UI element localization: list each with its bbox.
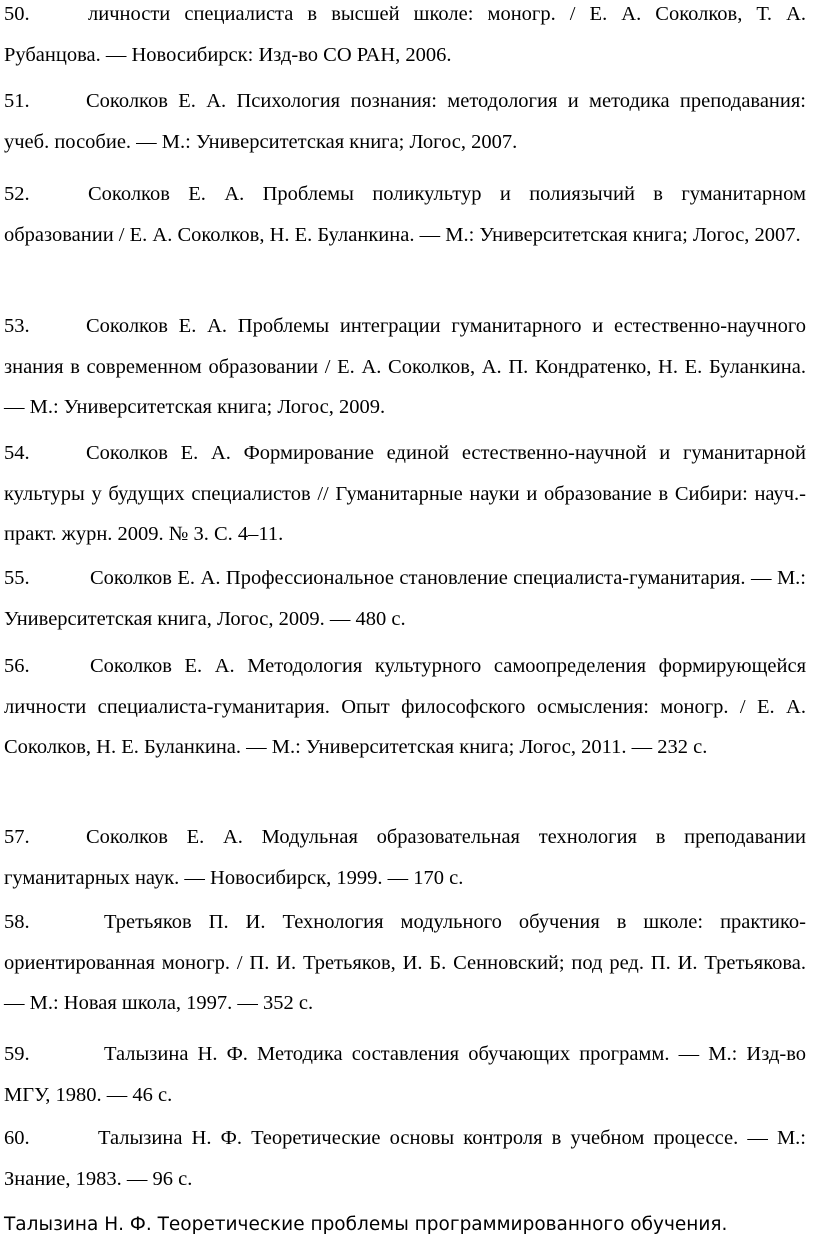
reference-text: Соколков Е. А. Проблемы интеграции гуманитарного и естественно-научного знания в современном образовании / Е. А. Соколков, А. П. Кондратенко, Н. Е. Буланкина. — М.: Университетская книга; Логос, 2009. <box>4 315 806 418</box>
reference-51 <box>4 81 806 162</box>
reference-59 <box>4 1034 806 1115</box>
reference-57 <box>4 817 806 898</box>
reference-number: 60. <box>4 1127 30 1149</box>
reference-text: Соколков Е. А. Профессиональное становление специалиста-гуманитария. — М.: Университетская книга, Логос, 2009. — 480 с. <box>4 567 806 630</box>
reference-number: 52. <box>4 183 30 205</box>
reference-text: личности специалиста в высшей школе: моногр. / Е. А. Соколков, Т. А. Рубанцова. — Новосибирск: Изд-во СО РАН, 2006. <box>4 3 806 66</box>
reference-number: 55. <box>4 567 30 589</box>
trailing-reference-line: Талызина Н. Ф. Теоретические проблемы программированного обучения. <box>4 1214 728 1235</box>
reference-text: Соколков Е. А. Проблемы поликультур и полиязычий в гуманитарном образовании / Е. А. Соколков, Н. Е. Буланкина. — М.: Университетская книга; Логос, 2007. <box>4 183 806 246</box>
reference-56 <box>4 646 806 768</box>
reference-60 <box>4 1118 806 1199</box>
reference-text: Соколков Е. А. Формирование единой естественно-научной и гуманитарной культуры у будущих специалистов // Гуманитарные науки и образование в Сибири: науч.-практ. журн. 2009. № 3. С. 4–11. <box>4 442 806 545</box>
reference-53 <box>4 306 806 428</box>
reference-52 <box>4 174 806 255</box>
reference-number: 53. <box>4 315 30 337</box>
reference-54 <box>4 433 806 555</box>
reference-text: Соколков Е. А. Модульная образовательная технология в преподавании гуманитарных наук. — Новосибирск, 1999. — 170 с. <box>4 826 806 889</box>
reference-number: 50. <box>4 3 30 25</box>
reference-number: 59. <box>4 1043 30 1065</box>
reference-number: 56. <box>4 655 30 677</box>
reference-text: Соколков Е. А. Методология культурного самоопределения формирующейся личности специалиста-гуманитария. Опыт философского осмысления: моногр. / Е. А. Соколков, Н. Е. Буланкина. — М.: Университетская книга; Логос, 2011. — 232 с. <box>4 655 806 758</box>
reference-number: 51. <box>4 90 30 112</box>
reference-text: Талызина Н. Ф. Методика составления обучающих программ. — М.: Изд-во МГУ, 1980. — 46 с. <box>4 1043 806 1106</box>
reference-text: Третьяков П. И. Технология модульного обучения в школе: практико-ориентированная моногр. / П. И. Третьяков, И. Б. Сенновский; под ред. П. И. Третьякова. — М.: Новая школа, 1997. — 352 с. <box>4 911 806 1014</box>
reference-number: 57. <box>4 826 30 848</box>
reference-number: 58. <box>4 911 30 933</box>
reference-58 <box>4 902 806 1024</box>
reference-55 <box>4 558 806 639</box>
reference-text: Талызина Н. Ф. Теоретические основы контроля в учебном процессе. — М.: Знание, 1983. — 96 с. <box>4 1127 806 1190</box>
reference-number: 54. <box>4 442 30 464</box>
reference-text: Соколков Е. А. Психология познания: методология и методика преподавания: учеб. пособие. — М.: Университетская книга; Логос, 2007. <box>4 90 806 153</box>
reference-50 <box>4 0 806 75</box>
